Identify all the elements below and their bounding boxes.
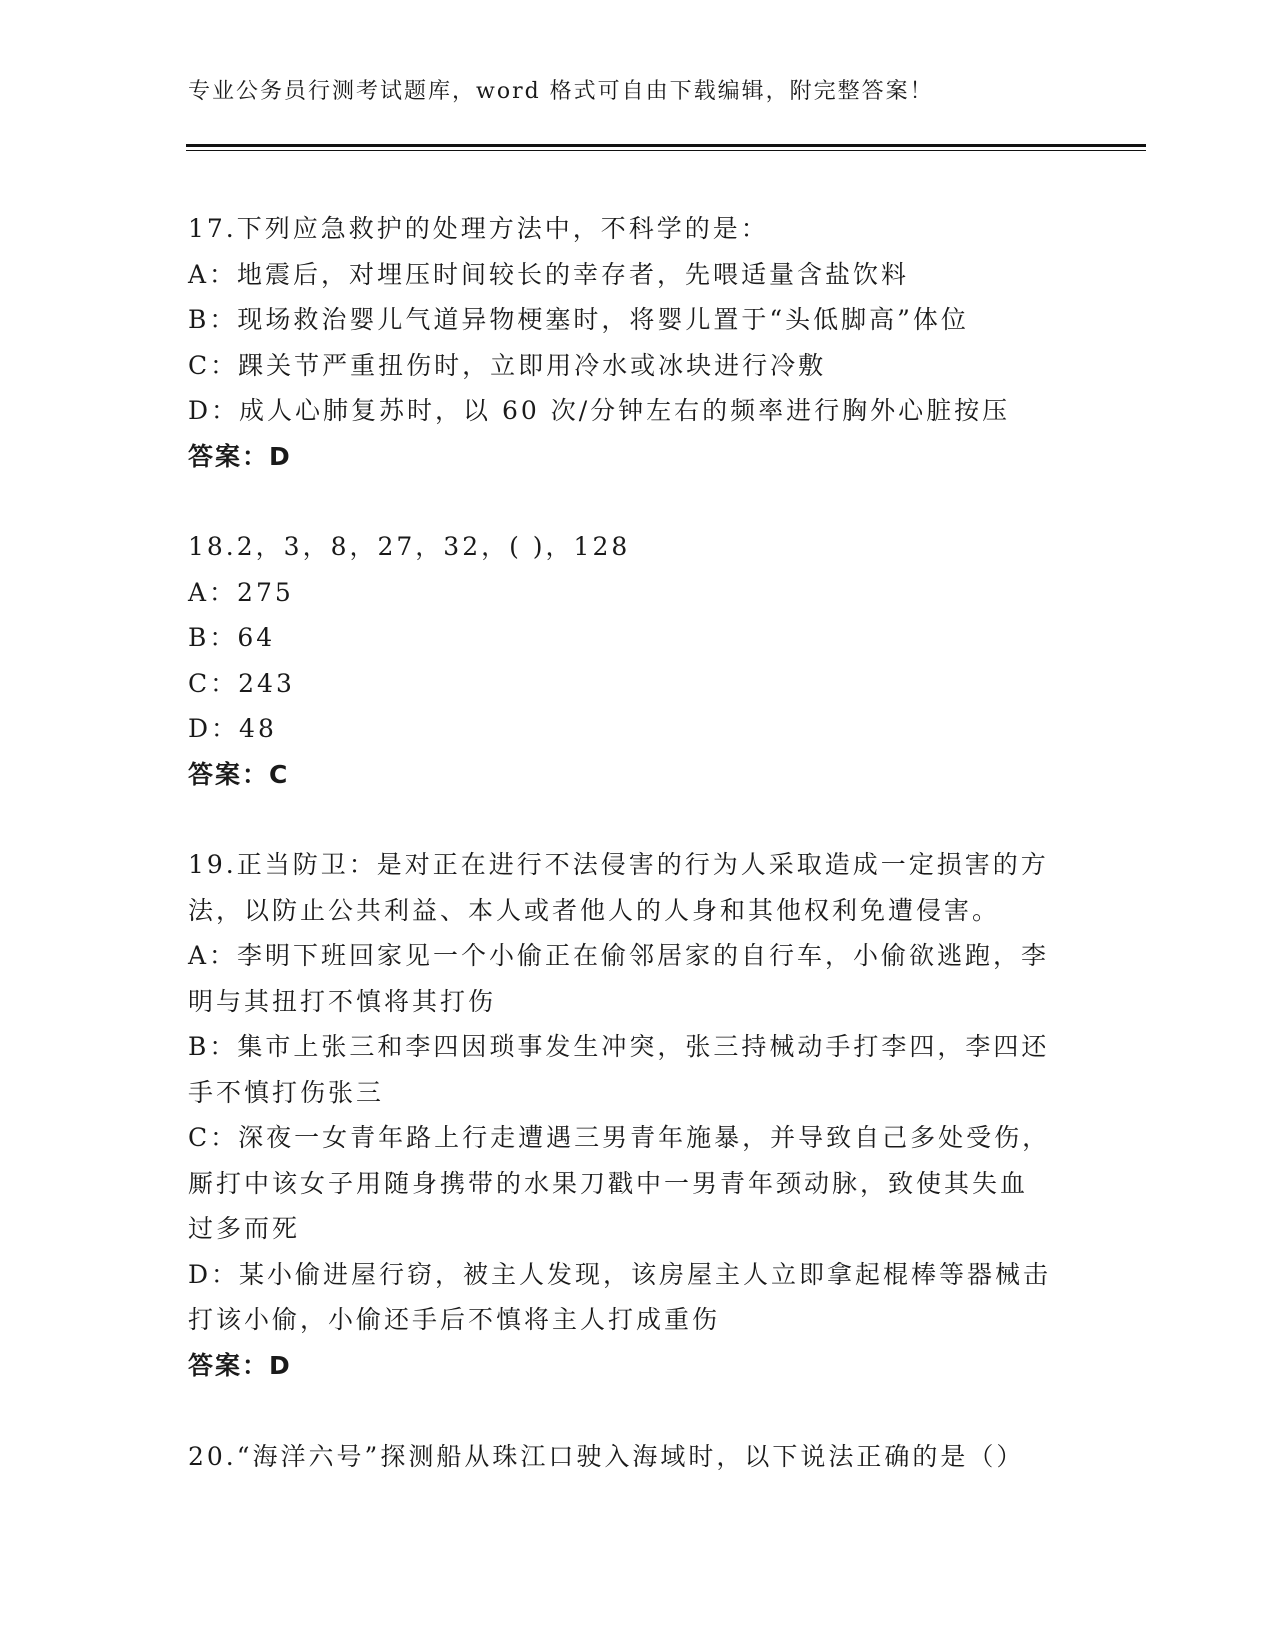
option-c-line-2: 厮打中该女子用随身携带的水果刀戳中一男青年颈动脉，致使其失血 (188, 1168, 1029, 1198)
option-c-line-3: 过多而死 (188, 1214, 301, 1243)
question-stem: 17.下列应急救护的处理方法中，不科学的是： (188, 214, 769, 243)
answer: 答案：D (188, 441, 292, 471)
option-d-line-2: 打该小偷，小偷还手后不慎将主人打成重伤 (188, 1305, 721, 1334)
question-20 (188, 1434, 1088, 1480)
option-a-line-1: A：李明下班回家见一个小偷正在偷邻居家的自行车，小偷欲逃跑，李 (188, 941, 1050, 970)
option-c: C：243 (188, 668, 295, 698)
option-c-line-1: C：深夜一女青年路上行走遭遇三男青年施暴，并导致自己多处受伤， (188, 1123, 1051, 1152)
option-d-line-1: D：某小偷进屋行窃，被主人发现，该房屋主人立即拿起棍棒等器械击 (188, 1259, 1052, 1289)
question-stem-line-1: 19.正当防卫：是对正在进行不法侵害的行为人采取造成一定损害的方 (188, 850, 1049, 879)
option-b: B：64 (188, 623, 276, 652)
question-list (188, 206, 1088, 1480)
option-a: A：地震后，对埋压时间较长的幸存者，先喂适量含盐饮料 (188, 259, 910, 289)
answer: 答案：D (188, 1350, 292, 1380)
header-rule-thick (186, 144, 1146, 147)
question-stem-line-2: 法，以防止公共利益、本人或者他人的人身和其他权利免遭侵害。 (188, 895, 1001, 925)
option-b: B：现场救治婴儿气道异物梗塞时，将婴儿置于“头低脚高”体位 (188, 305, 969, 334)
option-a-line-2: 明与其扭打不慎将其打伤 (188, 986, 497, 1016)
option-c: C：踝关节严重扭伤时，立即用冷水或冰块进行冷敷 (188, 350, 827, 380)
option-d: D：成人心肺复苏时，以 60 次/分钟左右的频率进行胸外心脏按压 (188, 396, 1011, 425)
question-19 (188, 842, 1088, 1388)
option-d: D：48 (188, 714, 277, 743)
question-17 (188, 206, 1088, 479)
option-a: A：275 (188, 577, 294, 607)
option-b-line-1: B：集市上张三和李四因琐事发生冲突，张三持械动手打李四，李四还 (188, 1032, 1050, 1061)
question-stem: 18.2，3，8，27，32，( )，128 (188, 532, 631, 561)
answer: 答案：C (188, 759, 290, 789)
header-rule-thin (186, 150, 1146, 151)
question-stem: 20.“海洋六号”探测船从珠江口驶入海域时，以下说法正确的是（） (188, 1442, 1025, 1471)
header-note: 专业公务员行测考试题库，word 格式可自由下载编辑，附完整答案！ (188, 79, 934, 104)
question-18 (188, 524, 1088, 797)
option-b-line-2: 手不慎打伤张三 (188, 1077, 385, 1107)
